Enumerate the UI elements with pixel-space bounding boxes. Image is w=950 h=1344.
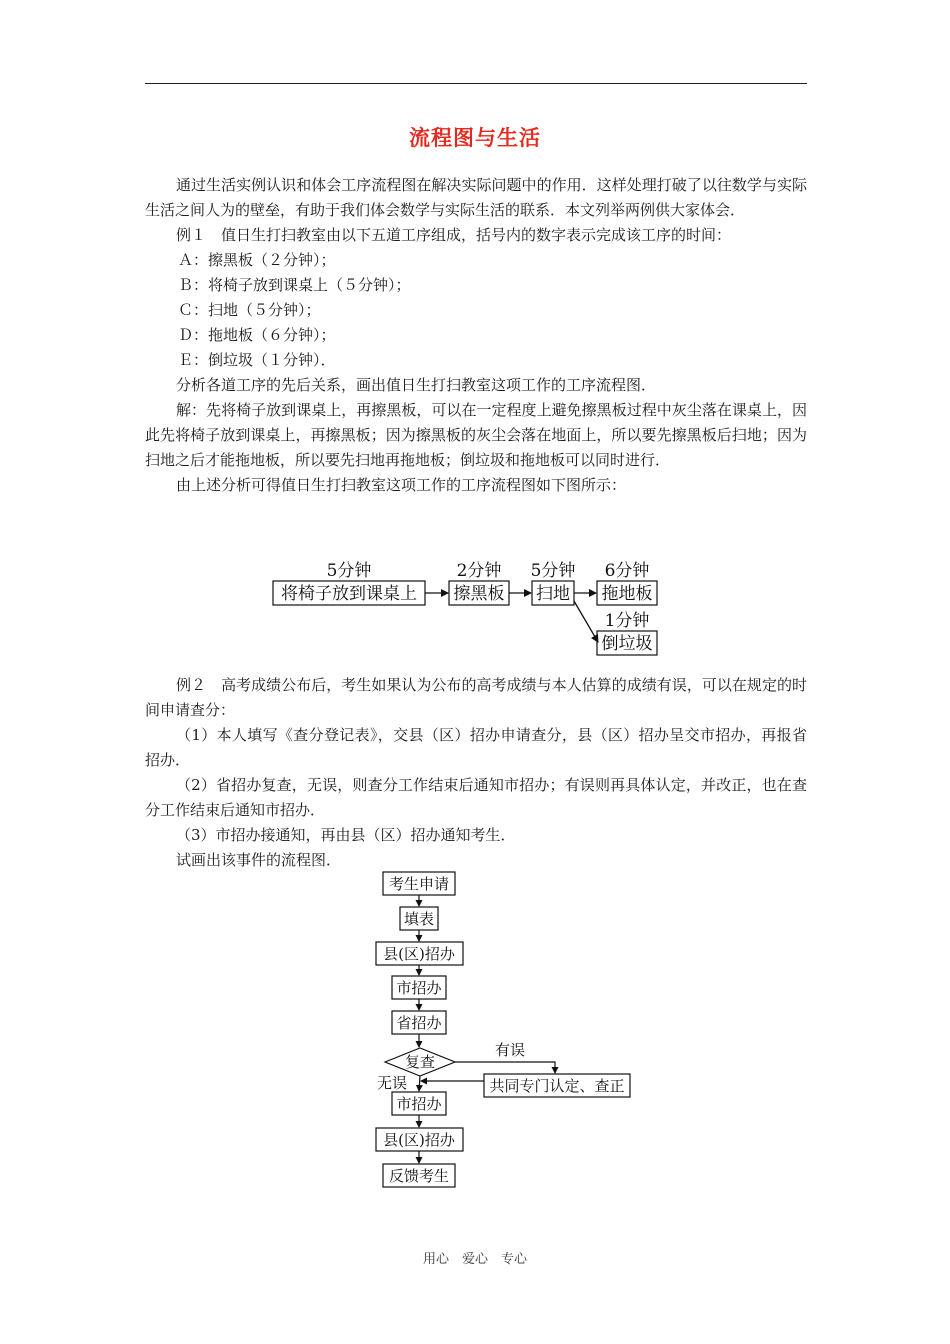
flow-node-label: 反馈考生 (388, 1167, 450, 1185)
step-time-label: 5分钟 (530, 561, 576, 581)
step-time-label: 1分钟 (604, 611, 650, 631)
example1-conclusion: 由上述分析可得值日生打扫教室这项工作的工序流程图如下图所示： (176, 476, 627, 494)
flow-node-label: 复查 (404, 1053, 436, 1071)
flow-arrow (574, 601, 598, 642)
body-part-1 (145, 173, 807, 498)
step-label: 扫地 (536, 584, 570, 604)
flow-node-label: 填表 (403, 910, 435, 928)
yes-branch-arrow (455, 1062, 555, 1073)
example2-step: （2）省招办复查，无误，则查分工作结束后通知市招办；有误则再具体认定，并改正，也在查分工作结束后通知市招办． (145, 776, 807, 819)
flow-node-label: 市招办 (396, 1095, 442, 1113)
example1-solution: 解：先将椅子放到课桌上，再擦黑板，可以在一定程度上避免擦黑板过程中灰尘落在课桌上，因此先将椅子放到课桌上，再擦黑板；因为擦黑板的灰尘会落在地面上，所以要先擦黑板后扫地；因为扫地之后才能拖地板，所以要先扫地再拖地板；倒垃圾和拖地板可以同时进行． (145, 401, 807, 469)
flow-node-label: 市招办 (396, 979, 442, 997)
example2-step: （1）本人填写《查分登记表》，交县（区）招办申请查分，县（区）招办呈交市招办，再报省招办． (145, 726, 807, 769)
intro-paragraph: 通过生活实例认识和体会工序流程图在解决实际问题中的作用．这样处理打破了以往数学与实际生活之间人为的壁垒，有助于我们体会数学与实际生活的联系．本文列举两例供大家体会． (145, 176, 807, 219)
flow-node-label: 县(区)招办 (383, 945, 455, 963)
example1-task: 分析各道工序的先后关系，画出值日生打扫教室这项工作的工序流程图． (176, 376, 657, 394)
example1-item: Ｃ：扫地（５分钟）； (178, 301, 321, 319)
example1-item: Ｄ：拖地板（６分钟）； (178, 326, 336, 344)
cleaning-flowchart (260, 556, 680, 660)
step-label: 拖地板 (601, 584, 653, 604)
step-label: 将椅子放到课桌上 (281, 584, 417, 604)
step-time-label: 5分钟 (326, 561, 372, 581)
page-footer: 用心 爱心 专心 (422, 1252, 527, 1267)
body-part-2 (145, 673, 807, 873)
side-node-label: 共同专门认定、查正 (489, 1077, 625, 1095)
example1-item: Ａ：擦黑板（２分钟）； (178, 251, 336, 269)
page-title: 流程图与生活 (409, 126, 541, 150)
flow-node-label: 省招办 (396, 1014, 442, 1032)
example1-item: Ｅ：倒垃圾（１分钟）． (178, 351, 336, 369)
score-review-flowchart (360, 866, 650, 1192)
example1-item: Ｂ：将椅子放到课桌上（５分钟）； (178, 276, 411, 294)
header-rule (145, 83, 807, 84)
step-label: 擦黑板 (453, 584, 505, 604)
flow-arrow (419, 1076, 420, 1091)
example2-step: （3）市招办接通知，再由县（区）招办通知考生． (176, 826, 516, 844)
step-label: 倒垃圾 (601, 634, 653, 654)
example2-task: 试画出该事件的流程图． (176, 851, 342, 869)
branch-label-no: 无误 (376, 1074, 408, 1092)
step-time-label: 2分钟 (456, 561, 502, 581)
step-time-label: 6分钟 (604, 561, 650, 581)
flow-node-label: 考生申请 (388, 875, 450, 893)
example2-question: 例２ 高考成绩公布后，考生如果认为公布的高考成绩与本人估算的成绩有误，可以在规定的时间申请查分： (145, 676, 807, 719)
example1-question: 例１ 值日生打扫教室由以下五道工序组成，括号内的数字表示完成该工序的时间： (176, 226, 732, 244)
flow-node-label: 县(区)招办 (383, 1131, 455, 1149)
branch-label-yes: 有误 (494, 1041, 526, 1059)
